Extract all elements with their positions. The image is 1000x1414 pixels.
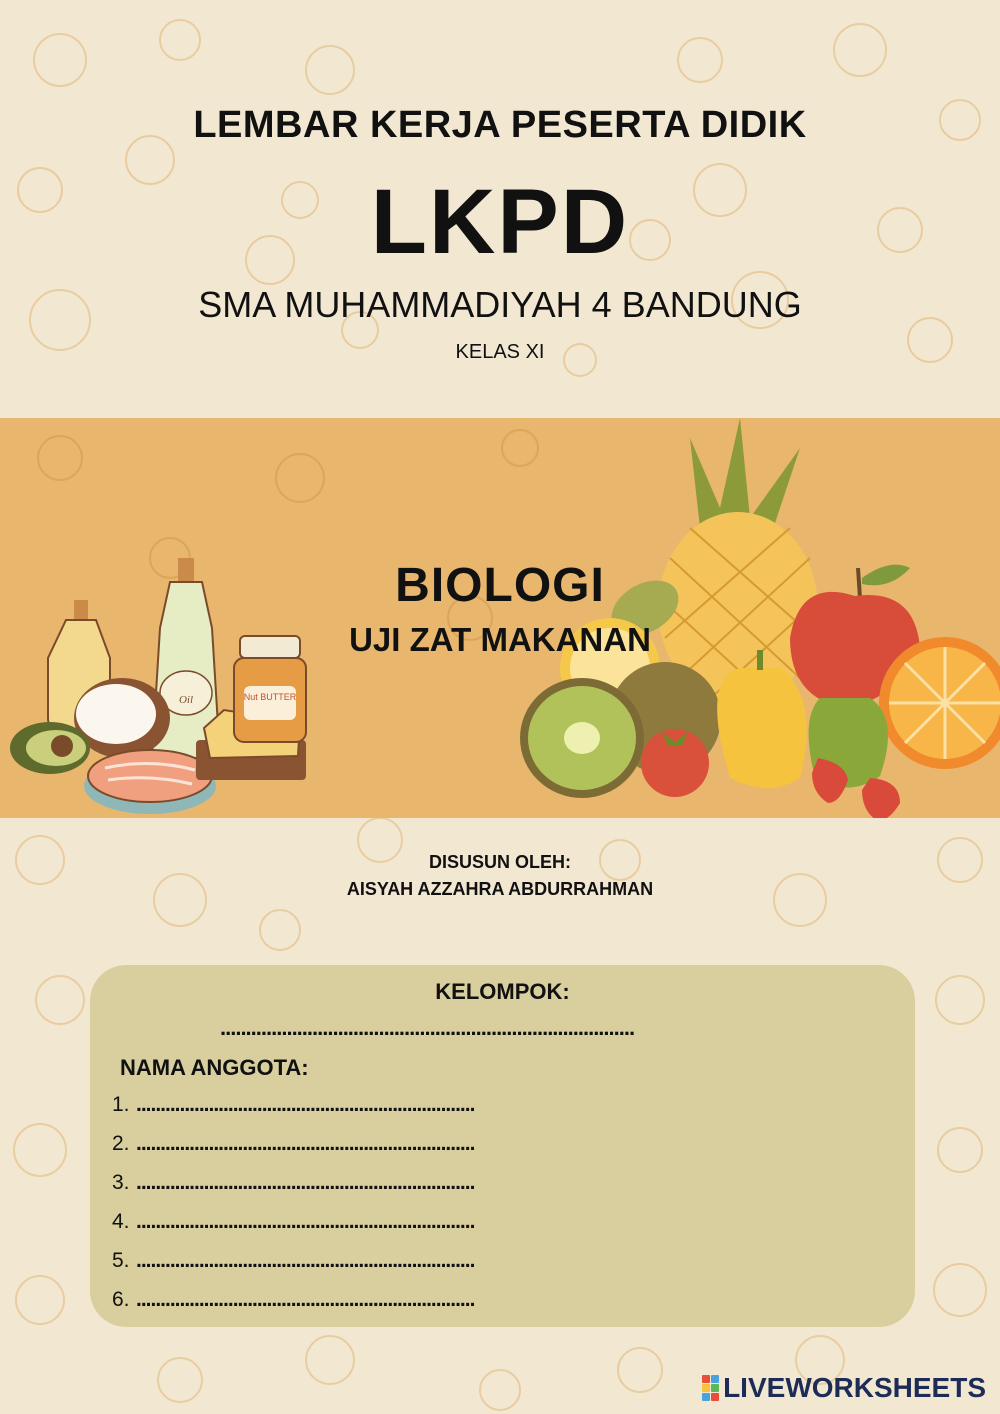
class-label: KELAS XI — [455, 341, 545, 363]
member-number: 4. — [112, 1210, 130, 1233]
list-item — [112, 1171, 474, 1210]
bottle-label: Oil — [178, 694, 194, 706]
topic-title: UJI ZAT MAKANAN — [349, 621, 651, 658]
group-form-panel — [90, 965, 915, 1327]
member-name-field[interactable]: ...................................................................... — [136, 1171, 475, 1194]
member-list — [112, 1093, 474, 1327]
member-number: 1. — [112, 1093, 130, 1116]
jar-label: Nut BUTTER — [243, 692, 297, 702]
avocado-icon — [10, 722, 90, 774]
liveworksheets-brand: LIVEWORKSHEETS — [723, 1372, 986, 1403]
member-number: 2. — [112, 1132, 130, 1155]
member-name-field[interactable]: ...................................................................... — [136, 1093, 475, 1116]
member-name-field[interactable]: ...................................................................... — [136, 1288, 475, 1311]
list-item — [112, 1132, 474, 1171]
subject-banner — [0, 418, 1000, 818]
document-title: LKPD — [370, 171, 630, 273]
liveworksheets-footer[interactable] — [702, 1372, 986, 1404]
school-name: SMA MUHAMMADIYAH 4 BANDUNG — [198, 284, 802, 325]
member-name-field[interactable]: ...................................................................... — [136, 1132, 475, 1155]
author-label: DISUSUN OLEH: — [428, 852, 571, 872]
list-item — [112, 1288, 474, 1327]
member-name-field[interactable]: ...................................................................... — [136, 1249, 475, 1272]
members-label: NAMA ANGGOTA: — [120, 1055, 309, 1080]
member-name-field[interactable]: ...................................................................... — [136, 1210, 475, 1233]
subject-title: BIOLOGI — [395, 559, 605, 612]
group-name-field[interactable]: ................................................................................. — [220, 1015, 635, 1040]
list-item — [112, 1210, 474, 1249]
list-item — [112, 1249, 474, 1288]
document-subtitle: LEMBAR KERJA PESERTA DIDIK — [193, 104, 807, 146]
author-name: AISYAH AZZAHRA ABDURRAHMAN — [346, 879, 654, 899]
member-number: 3. — [112, 1171, 130, 1194]
group-label: KELOMPOK: — [435, 979, 570, 1004]
liveworksheets-logo-icon — [702, 1375, 719, 1401]
member-number: 6. — [112, 1288, 130, 1311]
member-number: 5. — [112, 1249, 130, 1272]
tomato-icon — [641, 729, 709, 797]
list-item — [112, 1093, 474, 1132]
